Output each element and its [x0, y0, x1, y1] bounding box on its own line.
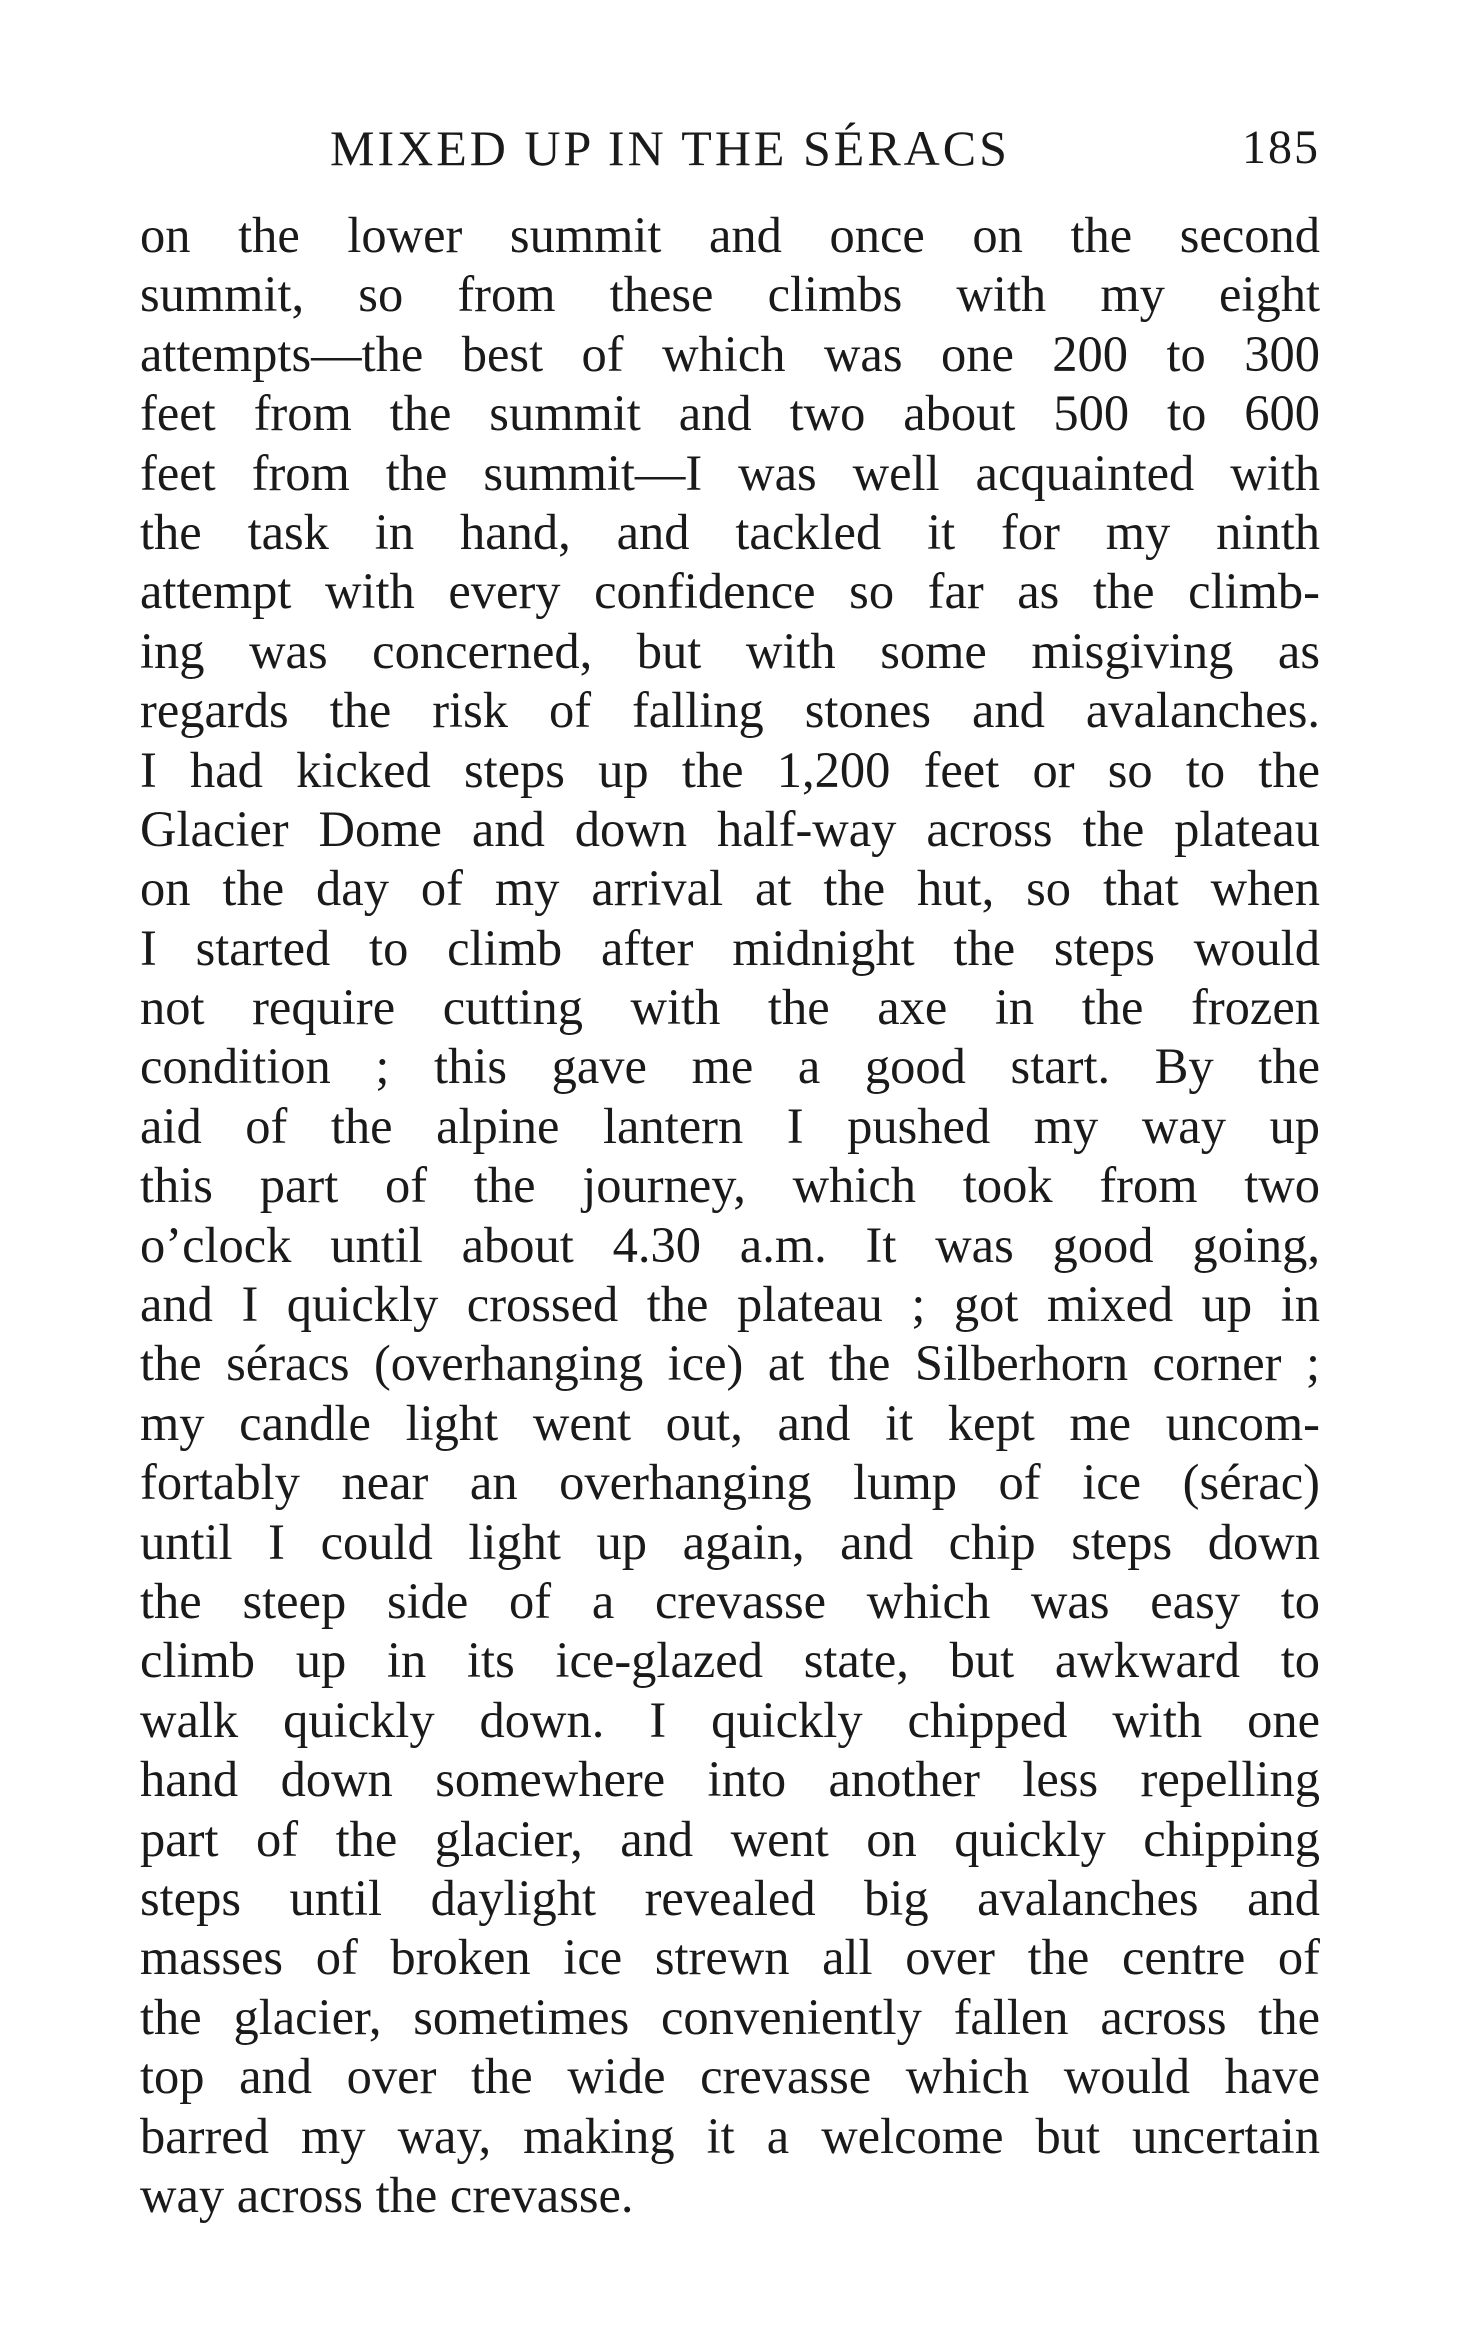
text-line: this part of the journey, which took from two	[140, 1157, 1320, 1214]
text-line: ing was concerned, but with some misgiving as	[140, 622, 1320, 679]
text-line: summit, so from these climbs with my eight	[140, 266, 1320, 323]
text-line: top and over the wide crevasse which would have	[140, 2048, 1320, 2105]
text-line: climb up in its ice-glazed state, but awkward to	[140, 1632, 1320, 1689]
text-line: feet from the summit and two about 500 to 600	[140, 385, 1320, 442]
text-line: fortably near an overhanging lump of ice (sérac)	[140, 1454, 1320, 1511]
text-line: the séracs (overhanging ice) at the Silberhorn corner ;	[140, 1335, 1320, 1392]
running-title: MIXED UP IN THE SÉRACS	[330, 120, 1010, 176]
text-line: Glacier Dome and down half-way across the plateau	[140, 800, 1320, 857]
text-line: the steep side of a crevasse which was easy to	[140, 1572, 1320, 1629]
text-line: on the lower summit and once on the second	[140, 207, 1320, 263]
text-line: hand down somewhere into another less repelling	[140, 1751, 1320, 1808]
running-head	[140, 118, 1320, 178]
text-line: attempts—the best of which was one 200 to 300	[140, 325, 1320, 382]
text-line: way across the crevasse.	[140, 2166, 634, 2223]
text-line: part of the glacier, and went on quickly chipping	[140, 1810, 1320, 1867]
text-line: the task in hand, and tackled it for my ninth	[140, 503, 1320, 560]
body-paragraph	[140, 206, 1320, 2225]
text-line: aid of the alpine lantern I pushed my way up	[140, 1097, 1320, 1154]
text-line: condition ; this gave me a good start. By the	[140, 1038, 1320, 1095]
text-line: on the day of my arrival at the hut, so that when	[140, 860, 1320, 917]
text-line: my candle light went out, and it kept me uncom-	[140, 1394, 1320, 1451]
text-line: walk quickly down. I quickly chipped with one	[140, 1691, 1320, 1748]
text-line: until I could light up again, and chip steps down	[140, 1513, 1320, 1570]
text-line: I started to climb after midnight the steps would	[140, 919, 1320, 976]
text-line: barred my way, making it a welcome but uncertain	[140, 2107, 1320, 2164]
text-line: the glacier, sometimes conveniently fallen across the	[140, 1988, 1320, 2045]
text-line: masses of broken ice strewn all over the centre of	[140, 1929, 1320, 1986]
page-number: 185	[1242, 121, 1320, 174]
text-line: feet from the summit—I was well acquainted with	[140, 444, 1320, 501]
text-line: attempt with every confidence so far as the climb-	[140, 563, 1320, 620]
text-line: regards the risk of falling stones and avalanches.	[140, 682, 1320, 739]
text-line: steps until daylight revealed big avalanches and	[140, 1869, 1320, 1926]
text-line: not require cutting with the axe in the frozen	[140, 979, 1320, 1036]
text-line: o’clock until about 4.30 a.m. It was good going,	[140, 1216, 1320, 1273]
text-line: and I quickly crossed the plateau ; got mixed up in	[140, 1276, 1320, 1333]
text-line: I had kicked steps up the 1,200 feet or so to the	[140, 741, 1320, 798]
